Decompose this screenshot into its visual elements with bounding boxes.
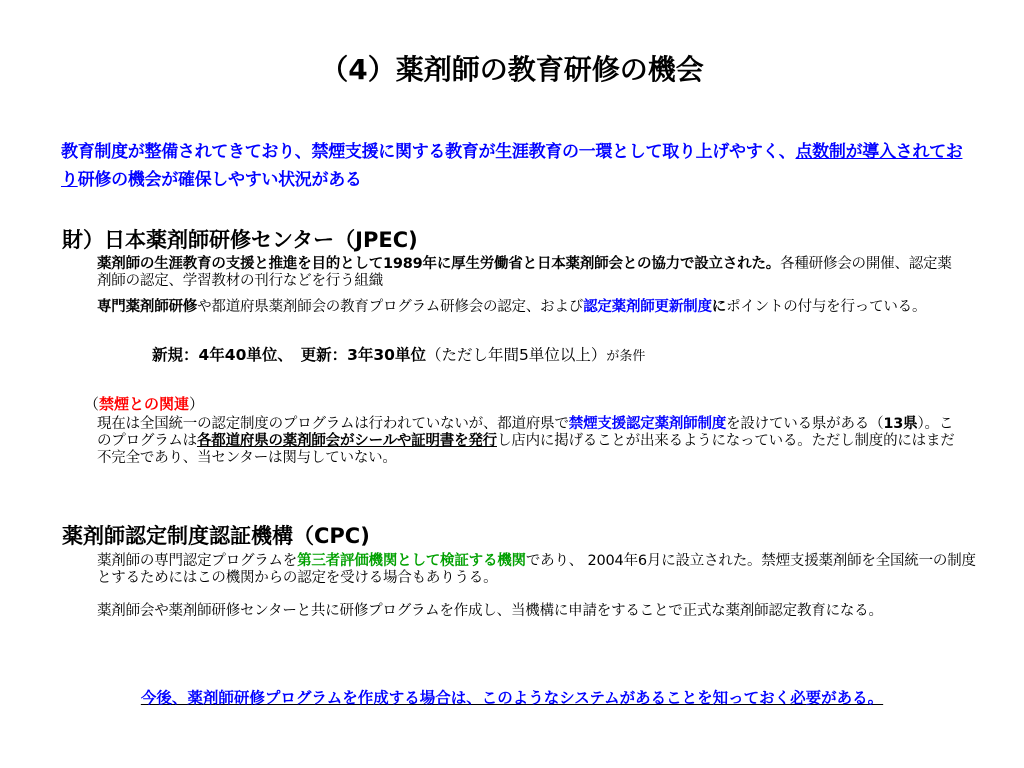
smoking-text-2: を設けている県がある（ [726,416,884,432]
jpec-units-small: が条件 [606,349,646,364]
jpec-paragraph-2 [97,299,959,316]
smoking-paren-close: ） [189,395,205,413]
intro-underlined-text: 点数制が導入されており [61,142,963,190]
cpc-third-party-evaluation: 第三者評価機関として検証する機関 [297,553,526,569]
jpec-p1-bold: 薬剤師の生涯教育の支援と推進を目的として1989年に厚生労働省と日本薬剤師会との協力で設立された。 [97,256,781,272]
jpec-p2-normal-2: ポイントの付与を行っている。 [726,299,927,315]
smoking-paren-open: （ [84,395,100,413]
jpec-units-bold: 新規：4年40単位、 更新：3年30単位 [152,346,426,364]
jpec-units-requirement [152,343,912,365]
smoking-text-4: し店内に掲げることが出来るようになっている。ただし制度的にはまだ不完全であり、当センターは関与していない。 [97,433,955,466]
jpec-p2-bold-2: に [711,299,727,315]
cpc-p1-text-1: 薬剤師の専門認定プログラムを [97,553,298,569]
intro-text-2: 研修の機会が確保しやすい状況がある [77,170,362,190]
jpec-renewal-system: 認定薬剤師更新制度 [583,299,712,315]
footer-note: 今後、薬剤師研修プログラムを作成する場合は、このようなシステムがあることを知っておく必要がある。 [140,689,884,707]
cpc-paragraph-1 [97,553,977,587]
smoking-label-text: 禁煙との関連 [99,395,190,413]
smoking-prefecture-count: 13県 [883,416,918,432]
smoking-seal-certificate: 各都道府県の薬剤師会がシールや証明書を発行 [196,433,497,449]
jpec-p2-bold: 専門薬剤師研修 [97,299,198,315]
cpc-paragraph-2: 薬剤師会や薬剤師研修センターと共に研修プログラムを作成し、当機構に申請をすることで正式な薬剤師認定教育になる。 [97,603,883,619]
jpec-p2-normal-1: や都道府県薬剤師会の教育プログラム研修会の認定、および [197,299,584,315]
smoking-certification-system: 禁煙支援認定薬剤師制度 [568,416,727,432]
jpec-heading: 財）日本薬剤師研修センター（JPEC) [62,228,418,252]
smoking-relation-label [84,393,204,414]
smoking-text-1: 現在は全国統一の認定制度のプログラムは行われていないが、都道府県で [97,416,569,432]
cpc-heading: 薬剤師認定制度認証機構（CPC) [62,524,370,548]
jpec-p1-normal: 各種研修会の開催、認定薬剤師の認定、学習教材の刊行などを行う組織 [97,256,952,289]
intro-text-1: 教育制度が整備されてきており、禁煙支援に関する教育が生涯教育の一環として取り上げやすく、 [61,142,796,162]
smoking-paragraph [97,416,959,467]
intro-paragraph [61,138,966,194]
cpc-p1-text-2: であり、 2004年6月に設立された。禁煙支援薬剤師を全国統一の制度とするためにはこの機関からの認定を受ける場合もありうる。 [97,553,976,586]
page-title: （4）薬剤師の教育研修の機会 [320,53,704,86]
jpec-paragraph-1 [97,256,959,290]
smoking-text-3: ）。このプログラムは [97,416,954,449]
jpec-units-normal: （ただし年間5単位以上） [425,346,607,364]
